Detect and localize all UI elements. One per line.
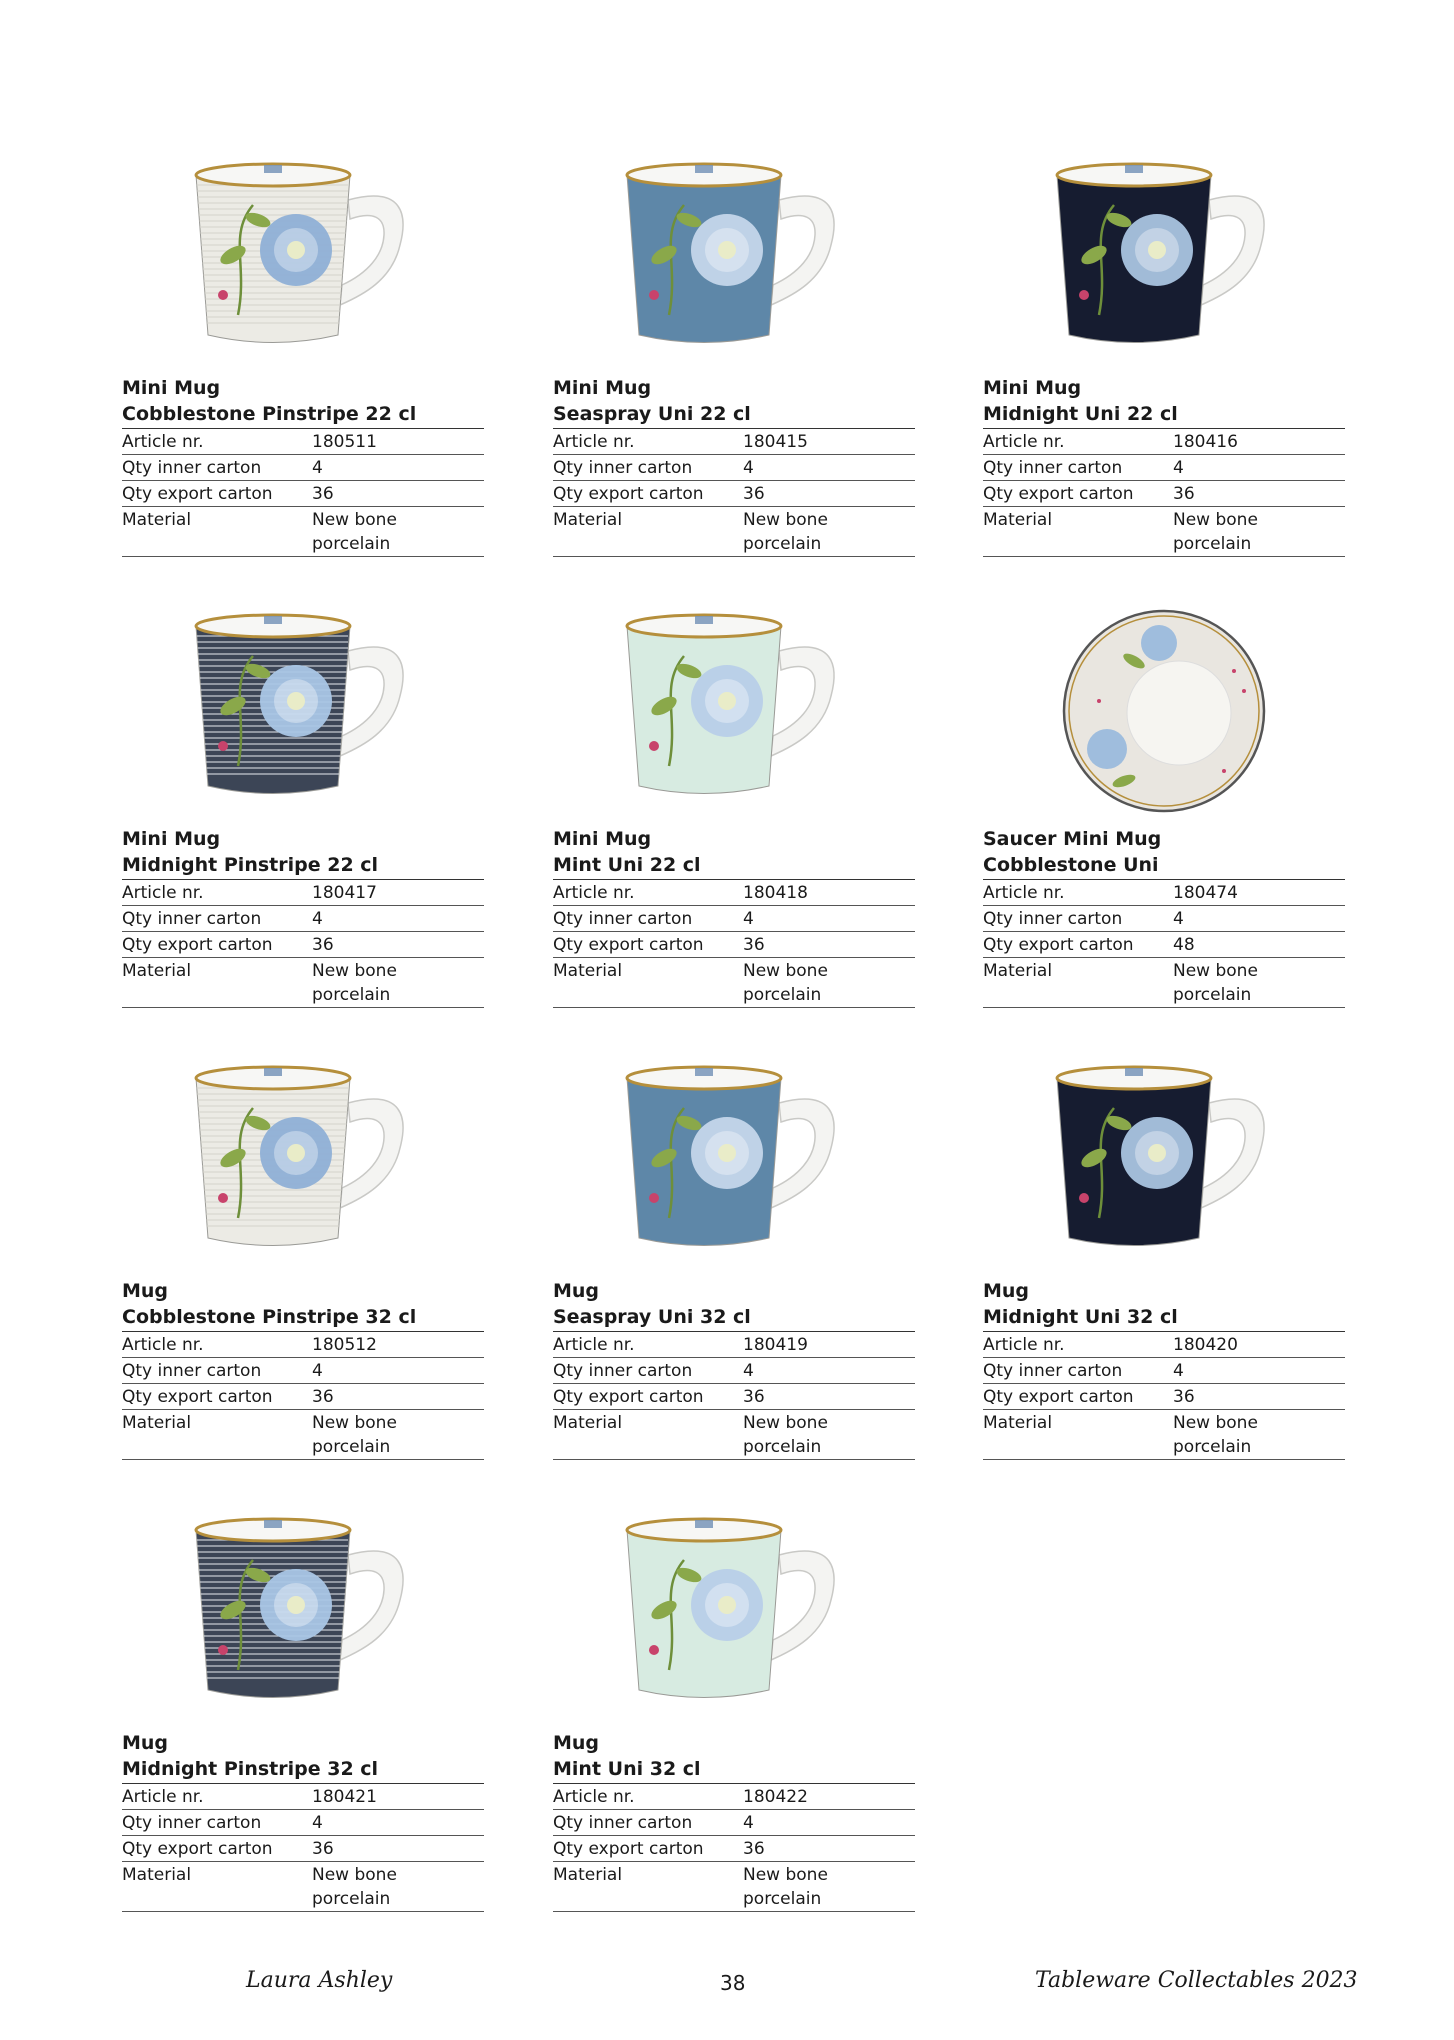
product-type: Mug — [983, 1280, 1030, 1302]
spec-table — [983, 1331, 1345, 1460]
spec-label: Qty inner carton — [553, 1813, 693, 1833]
spec-table — [122, 879, 484, 1008]
material-value — [1173, 1411, 1345, 1459]
spec-table — [983, 879, 1345, 1008]
spec-label: Qty export carton — [553, 1839, 704, 1859]
spec-row-material — [553, 1862, 915, 1912]
spec-row-qty-export — [983, 932, 1345, 958]
product-photo — [609, 1048, 859, 1268]
spec-table — [553, 1331, 915, 1460]
material-value — [743, 1411, 915, 1459]
product-name: Cobblestone Pinstripe 32 cl — [122, 1306, 417, 1328]
qty-inner-value: 4 — [1173, 909, 1184, 929]
spec-row-material — [983, 507, 1345, 557]
spec-label: Qty inner carton — [983, 909, 1123, 929]
spec-label: Qty inner carton — [122, 458, 262, 478]
spec-label: Qty export carton — [983, 484, 1134, 504]
material-line-2: porcelain — [312, 1437, 391, 1457]
spec-label: Qty inner carton — [983, 458, 1123, 478]
spec-label: Qty inner carton — [553, 1361, 693, 1381]
page-number: 38 — [720, 1971, 746, 1995]
material-value — [312, 508, 484, 556]
product-image — [122, 596, 484, 826]
qty-inner-value: 4 — [312, 909, 323, 929]
article-number: 180474 — [1173, 883, 1238, 903]
spec-label: Qty inner carton — [983, 1361, 1123, 1381]
product-title — [122, 1278, 484, 1330]
spec-label: Qty inner carton — [122, 1361, 262, 1381]
spec-row-qty-export — [983, 1384, 1345, 1410]
material-value — [743, 959, 915, 1007]
spec-row-article — [553, 880, 915, 906]
qty-inner-value: 4 — [312, 458, 323, 478]
spec-row-qty-inner — [983, 455, 1345, 481]
spec-row-material — [983, 958, 1345, 1008]
product-type: Mini Mug — [553, 377, 652, 399]
spec-row-article — [553, 1332, 915, 1358]
product-image — [983, 601, 1345, 831]
product-photo — [1039, 145, 1289, 365]
spec-row-material — [983, 1410, 1345, 1460]
product-type: Mini Mug — [122, 828, 221, 850]
material-line-1: New bone — [312, 1413, 397, 1433]
product-name: Cobblestone Pinstripe 22 cl — [122, 403, 417, 425]
material-line-1: New bone — [1173, 510, 1258, 530]
spec-label: Article nr. — [983, 1335, 1065, 1355]
spec-row-qty-inner — [553, 1358, 915, 1384]
spec-label: Qty inner carton — [122, 909, 262, 929]
spec-row-article — [122, 1784, 484, 1810]
qty-inner-value: 4 — [743, 1361, 754, 1381]
product-title — [553, 1730, 915, 1782]
spec-table — [553, 879, 915, 1008]
spec-label: Qty export carton — [122, 1387, 273, 1407]
product-image — [983, 145, 1345, 375]
spec-label: Article nr. — [553, 1787, 635, 1807]
spec-label: Qty export carton — [553, 1387, 704, 1407]
product-name: Mint Uni 22 cl — [553, 854, 701, 876]
footer-catalog: Tableware Collectables 2023 — [1035, 1968, 1358, 1993]
qty-export-value: 48 — [1173, 935, 1195, 955]
spec-row-article — [122, 1332, 484, 1358]
product-name: Midnight Pinstripe 22 cl — [122, 854, 379, 876]
product-name: Midnight Pinstripe 32 cl — [122, 1758, 379, 1780]
product-photo — [178, 1500, 428, 1720]
spec-row-qty-inner — [122, 1810, 484, 1836]
product-photo — [178, 1048, 428, 1268]
spec-label: Material — [553, 1413, 623, 1433]
spec-row-article — [122, 880, 484, 906]
spec-label: Article nr. — [553, 883, 635, 903]
material-line-1: New bone — [1173, 1413, 1258, 1433]
product-title — [553, 826, 915, 878]
product-type: Mug — [553, 1280, 600, 1302]
spec-row-qty-export — [122, 481, 484, 507]
spec-table — [553, 1783, 915, 1912]
spec-label: Material — [553, 961, 623, 981]
spec-label: Article nr. — [122, 883, 204, 903]
qty-inner-value: 4 — [743, 458, 754, 478]
spec-row-qty-export — [553, 1384, 915, 1410]
spec-label: Material — [553, 1865, 623, 1885]
material-value — [312, 1411, 484, 1459]
product-title — [553, 1278, 915, 1330]
spec-row-qty-inner — [122, 906, 484, 932]
product-name: Mint Uni 32 cl — [553, 1758, 701, 1780]
product-type: Mini Mug — [983, 377, 1082, 399]
spec-row-qty-inner — [983, 906, 1345, 932]
spec-row-qty-export — [553, 932, 915, 958]
spec-row-article — [983, 429, 1345, 455]
spec-row-article — [983, 880, 1345, 906]
spec-label: Article nr. — [983, 883, 1065, 903]
material-line-2: porcelain — [312, 985, 391, 1005]
spec-label: Article nr. — [122, 1335, 204, 1355]
material-line-1: New bone — [1173, 961, 1258, 981]
material-value — [312, 1863, 484, 1911]
spec-row-qty-inner — [983, 1358, 1345, 1384]
product-title — [983, 375, 1345, 427]
product-type: Mug — [553, 1732, 600, 1754]
material-line-2: porcelain — [743, 1889, 822, 1909]
product-type: Mini Mug — [553, 828, 652, 850]
spec-label: Qty export carton — [122, 484, 273, 504]
product-photo — [609, 145, 859, 365]
article-number: 180511 — [312, 432, 377, 452]
spec-table — [122, 1331, 484, 1460]
material-line-2: porcelain — [743, 1437, 822, 1457]
spec-label: Qty export carton — [553, 484, 704, 504]
product-title — [122, 826, 484, 878]
product-photo — [178, 596, 428, 816]
spec-row-article — [553, 429, 915, 455]
material-value — [743, 1863, 915, 1911]
article-number: 180416 — [1173, 432, 1238, 452]
spec-row-qty-inner — [122, 455, 484, 481]
spec-row-material — [122, 1862, 484, 1912]
qty-inner-value: 4 — [312, 1813, 323, 1833]
spec-row-qty-inner — [122, 1358, 484, 1384]
spec-row-qty-inner — [553, 455, 915, 481]
material-line-1: New bone — [312, 510, 397, 530]
qty-export-value: 36 — [312, 1839, 334, 1859]
spec-row-qty-inner — [553, 906, 915, 932]
spec-label: Qty export carton — [983, 1387, 1134, 1407]
spec-row-qty-export — [553, 481, 915, 507]
article-number: 180415 — [743, 432, 808, 452]
material-line-1: New bone — [743, 1413, 828, 1433]
product-photo — [1039, 1048, 1289, 1268]
material-value — [743, 508, 915, 556]
product-photo — [609, 1500, 859, 1720]
spec-row-material — [553, 507, 915, 557]
product-image — [553, 596, 915, 826]
spec-label: Material — [122, 510, 192, 530]
article-number: 180420 — [1173, 1335, 1238, 1355]
qty-export-value: 36 — [312, 1387, 334, 1407]
product-photo — [1039, 601, 1289, 821]
spec-row-material — [122, 507, 484, 557]
spec-label: Article nr. — [553, 1335, 635, 1355]
qty-export-value: 36 — [743, 1839, 765, 1859]
product-name: Seaspray Uni 32 cl — [553, 1306, 751, 1328]
material-line-1: New bone — [312, 1865, 397, 1885]
article-number: 180417 — [312, 883, 377, 903]
material-line-2: porcelain — [312, 1889, 391, 1909]
spec-row-qty-export — [122, 1836, 484, 1862]
qty-export-value: 36 — [743, 1387, 765, 1407]
material-line-1: New bone — [743, 1865, 828, 1885]
spec-row-article — [122, 429, 484, 455]
material-line-1: New bone — [743, 510, 828, 530]
material-line-2: porcelain — [743, 985, 822, 1005]
product-title — [122, 375, 484, 427]
qty-inner-value: 4 — [1173, 1361, 1184, 1381]
spec-row-qty-export — [122, 932, 484, 958]
product-title — [983, 826, 1345, 878]
spec-label: Qty inner carton — [553, 909, 693, 929]
spec-label: Material — [553, 510, 623, 530]
material-line-2: porcelain — [312, 534, 391, 554]
article-number: 180512 — [312, 1335, 377, 1355]
product-image — [983, 1048, 1345, 1278]
spec-label: Material — [122, 1865, 192, 1885]
spec-label: Article nr. — [122, 1787, 204, 1807]
qty-export-value: 36 — [312, 484, 334, 504]
spec-table — [122, 1783, 484, 1912]
qty-export-value: 36 — [743, 935, 765, 955]
spec-row-qty-export — [553, 1836, 915, 1862]
qty-inner-value: 4 — [1173, 458, 1184, 478]
product-type: Mug — [122, 1280, 169, 1302]
spec-label: Material — [983, 1413, 1053, 1433]
qty-export-value: 36 — [743, 484, 765, 504]
spec-label: Qty inner carton — [553, 458, 693, 478]
product-image — [122, 145, 484, 375]
spec-row-material — [122, 1410, 484, 1460]
qty-inner-value: 4 — [743, 1813, 754, 1833]
spec-label: Material — [122, 961, 192, 981]
spec-label: Qty export carton — [122, 1839, 273, 1859]
product-type: Saucer Mini Mug — [983, 828, 1162, 850]
spec-label: Article nr. — [553, 432, 635, 452]
spec-label: Material — [983, 510, 1053, 530]
spec-label: Qty export carton — [983, 935, 1134, 955]
product-photo — [609, 596, 859, 816]
product-name: Midnight Uni 32 cl — [983, 1306, 1178, 1328]
material-line-2: porcelain — [743, 534, 822, 554]
article-number: 180418 — [743, 883, 808, 903]
material-value — [1173, 508, 1345, 556]
article-number: 180422 — [743, 1787, 808, 1807]
spec-label: Qty inner carton — [122, 1813, 262, 1833]
qty-export-value: 36 — [312, 935, 334, 955]
qty-export-value: 36 — [1173, 484, 1195, 504]
material-line-1: New bone — [312, 961, 397, 981]
article-number: 180421 — [312, 1787, 377, 1807]
spec-label: Qty export carton — [553, 935, 704, 955]
product-title — [553, 375, 915, 427]
spec-label: Material — [122, 1413, 192, 1433]
material-line-2: porcelain — [1173, 1437, 1252, 1457]
material-value — [1173, 959, 1345, 1007]
footer-brand: Laura Ashley — [246, 1968, 393, 1993]
product-name: Cobblestone Uni — [983, 854, 1159, 876]
material-line-2: porcelain — [1173, 534, 1252, 554]
spec-row-material — [122, 958, 484, 1008]
product-image — [122, 1048, 484, 1278]
spec-label: Material — [983, 961, 1053, 981]
material-value — [312, 959, 484, 1007]
qty-inner-value: 4 — [312, 1361, 323, 1381]
product-name: Midnight Uni 22 cl — [983, 403, 1178, 425]
spec-table — [122, 428, 484, 557]
spec-label: Qty export carton — [122, 935, 273, 955]
spec-label: Article nr. — [983, 432, 1065, 452]
spec-row-material — [553, 1410, 915, 1460]
spec-row-qty-export — [122, 1384, 484, 1410]
product-image — [122, 1500, 484, 1730]
material-line-1: New bone — [743, 961, 828, 981]
spec-row-qty-export — [983, 481, 1345, 507]
spec-row-article — [553, 1784, 915, 1810]
spec-table — [983, 428, 1345, 557]
spec-row-qty-inner — [553, 1810, 915, 1836]
qty-inner-value: 4 — [743, 909, 754, 929]
qty-export-value: 36 — [1173, 1387, 1195, 1407]
spec-table — [553, 428, 915, 557]
product-image — [553, 1500, 915, 1730]
spec-row-article — [983, 1332, 1345, 1358]
product-type: Mug — [122, 1732, 169, 1754]
spec-row-material — [553, 958, 915, 1008]
product-photo — [178, 145, 428, 365]
product-image — [553, 145, 915, 375]
product-name: Seaspray Uni 22 cl — [553, 403, 751, 425]
product-title — [122, 1730, 484, 1782]
article-number: 180419 — [743, 1335, 808, 1355]
spec-label: Article nr. — [122, 432, 204, 452]
product-title — [983, 1278, 1345, 1330]
product-image — [553, 1048, 915, 1278]
material-line-2: porcelain — [1173, 985, 1252, 1005]
product-type: Mini Mug — [122, 377, 221, 399]
